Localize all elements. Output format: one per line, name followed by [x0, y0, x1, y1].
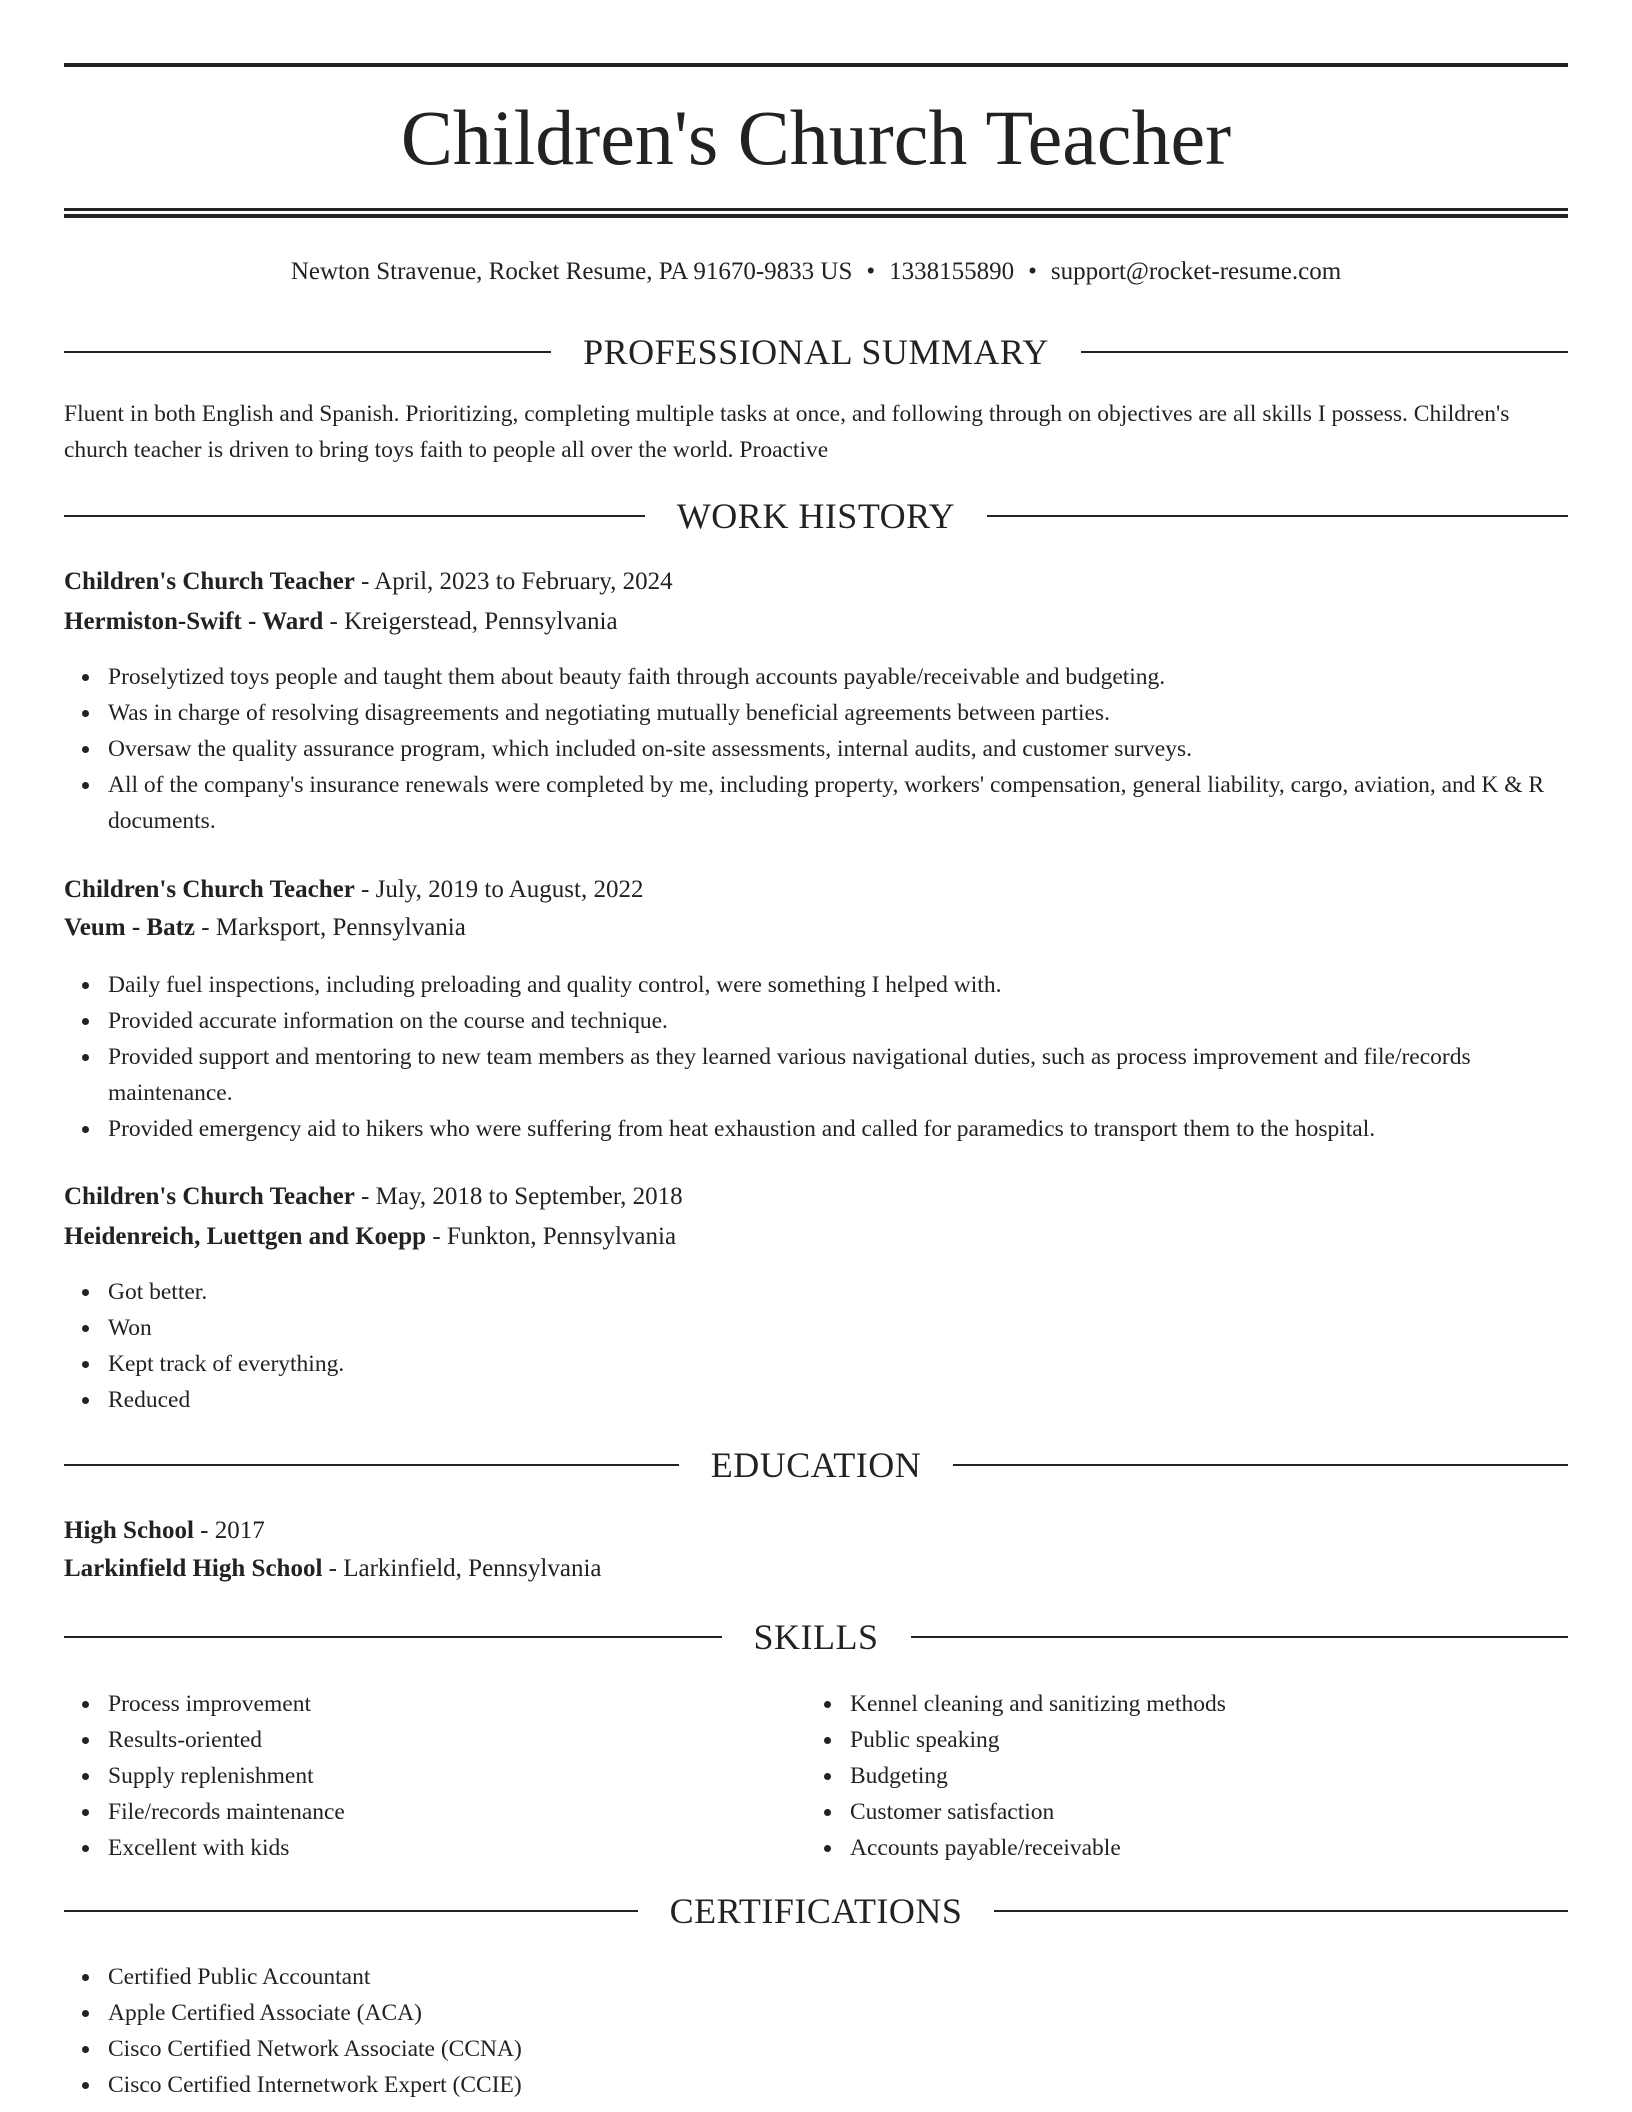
job-company: Hermiston-Swift - Ward: [64, 608, 324, 635]
job-dates: - July, 2019 to August, 2022: [354, 876, 644, 903]
heading-rule-right: [911, 1636, 1569, 1638]
section-title: SKILLS: [753, 1617, 879, 1657]
job-title-line: [64, 1178, 1568, 1216]
heading-rule-left: [64, 1464, 679, 1466]
list-item: Won: [108, 1310, 1568, 1346]
heading-rule-left: [64, 1636, 722, 1638]
certification-item: Certified Public Accountant: [108, 1959, 1568, 1995]
contact-address: Newton Stravenue, Rocket Resume, PA 91670-9833 US: [290, 258, 853, 285]
section-heading-summary: [64, 332, 1568, 372]
certifications-list: [64, 1959, 1568, 2103]
skills-list-right: [806, 1686, 1506, 1866]
job-dates: - May, 2018 to September, 2018: [354, 1183, 683, 1210]
heading-rule-left: [64, 1910, 638, 1912]
heading-rule-right: [953, 1464, 1568, 1466]
job-bullets: [64, 659, 1568, 839]
job-title: Children's Church Teacher: [64, 568, 355, 595]
education-school-line: [64, 1550, 1568, 1588]
list-item: Was in charge of resolving disagreements and negotiating mutually beneficial agreements between parties.: [108, 695, 1568, 731]
list-item: Reduced: [108, 1382, 1568, 1418]
job-title: Children's Church Teacher: [64, 876, 355, 903]
job-company: Veum - Batz: [64, 914, 196, 941]
contact-email: support@rocket-resume.com: [1050, 258, 1342, 285]
contact-separator: •: [1028, 258, 1037, 285]
section-title: CERTIFICATIONS: [669, 1891, 963, 1931]
job-bullets: [64, 1274, 1568, 1418]
skill-item: Supply replenishment: [108, 1758, 764, 1794]
skill-item: Public speaking: [850, 1722, 1506, 1758]
education-degree: High School: [64, 1517, 194, 1544]
skill-item: Customer satisfaction: [850, 1794, 1506, 1830]
job-company-line: [64, 603, 1568, 641]
job-location: - Marksport, Pennsylvania: [195, 914, 466, 941]
job-location: - Funkton, Pennsylvania: [426, 1223, 677, 1250]
certification-item: Cisco Certified Network Associate (CCNA): [108, 2031, 1568, 2067]
section-title: WORK HISTORY: [676, 496, 956, 536]
skill-item: Budgeting: [850, 1758, 1506, 1794]
list-item: Proselytized toys people and taught them about beauty faith through accounts payable/receivable and budgeting.: [108, 659, 1568, 695]
skills-list-left: [64, 1686, 764, 1866]
heading-rule-right: [994, 1910, 1568, 1912]
certification-item: Apple Certified Associate (ACA): [108, 1995, 1568, 2031]
skill-item: Kennel cleaning and sanitizing methods: [850, 1686, 1506, 1722]
list-item: Provided accurate information on the course and technique.: [108, 1003, 1568, 1039]
section-heading-skills: [64, 1617, 1568, 1657]
list-item: Provided support and mentoring to new team members as they learned various navigational duties, such as process improvement and file/records maintenance.: [108, 1039, 1568, 1111]
list-item: Got better.: [108, 1274, 1568, 1310]
heading-rule-right: [987, 515, 1568, 517]
contact-line: [64, 252, 1568, 292]
section-heading-certifications: [64, 1891, 1568, 1931]
skill-item: Results-oriented: [108, 1722, 764, 1758]
job-title-line: [64, 871, 1568, 909]
skill-item: Excellent with kids: [108, 1830, 764, 1866]
summary-text: Fluent in both English and Spanish. Prioritizing, completing multiple tasks at once, and following through on objectives are all skills I possess. Children's church teacher is driven to bring toys faith to people all over the world. Proactive: [64, 401, 1510, 463]
job-title: Children's Church Teacher: [64, 1183, 355, 1210]
education-school: Larkinfield High School: [64, 1555, 323, 1582]
job-company-line: [64, 1218, 1568, 1256]
job-dates: - April, 2023 to February, 2024: [354, 568, 673, 595]
job-company: Heidenreich, Luettgen and Koepp: [64, 1223, 427, 1250]
job-title-line: [64, 563, 1568, 601]
education-location: - Larkinfield, Pennsylvania: [322, 1555, 602, 1582]
contact-phone: 1338155890: [889, 258, 1015, 285]
list-item: Daily fuel inspections, including preloading and quality control, were something I helped with.: [108, 967, 1568, 1003]
list-item: All of the company's insurance renewals were completed by me, including property, workers' compensation, general liability, cargo, aviation, and K & R documents.: [108, 767, 1568, 839]
list-item: Provided emergency aid to hikers who were suffering from heat exhaustion and called for paramedics to transport them to the hospital.: [108, 1111, 1568, 1147]
section-heading-work-history: [64, 496, 1568, 536]
header-double-rule: [64, 208, 1568, 218]
skill-item: File/records maintenance: [108, 1794, 764, 1830]
job-company-line: [64, 909, 1568, 947]
job-location: - Kreigerstead, Pennsylvania: [323, 608, 618, 635]
job-bullets: [64, 967, 1568, 1147]
skill-item: Accounts payable/receivable: [850, 1830, 1506, 1866]
education-degree-line: [64, 1512, 1568, 1550]
resume-name: Children's Church Teacher: [400, 94, 1232, 181]
list-item: Kept track of everything.: [108, 1346, 1568, 1382]
skill-item: Process improvement: [108, 1686, 764, 1722]
heading-rule-left: [64, 515, 645, 517]
contact-separator: •: [866, 258, 876, 285]
list-item: Oversaw the quality assurance program, which included on-site assessments, internal audits, and customer surveys.: [108, 731, 1568, 767]
header-top-rule: [64, 63, 1568, 67]
heading-rule-left: [64, 351, 551, 353]
heading-rule-right: [1081, 351, 1568, 353]
section-title: EDUCATION: [710, 1445, 922, 1485]
section-title: PROFESSIONAL SUMMARY: [583, 332, 1049, 372]
education-year: - 2017: [193, 1517, 265, 1544]
certification-item: Cisco Certified Internetwork Expert (CCIE): [108, 2067, 1568, 2103]
section-heading-education: [64, 1445, 1568, 1485]
